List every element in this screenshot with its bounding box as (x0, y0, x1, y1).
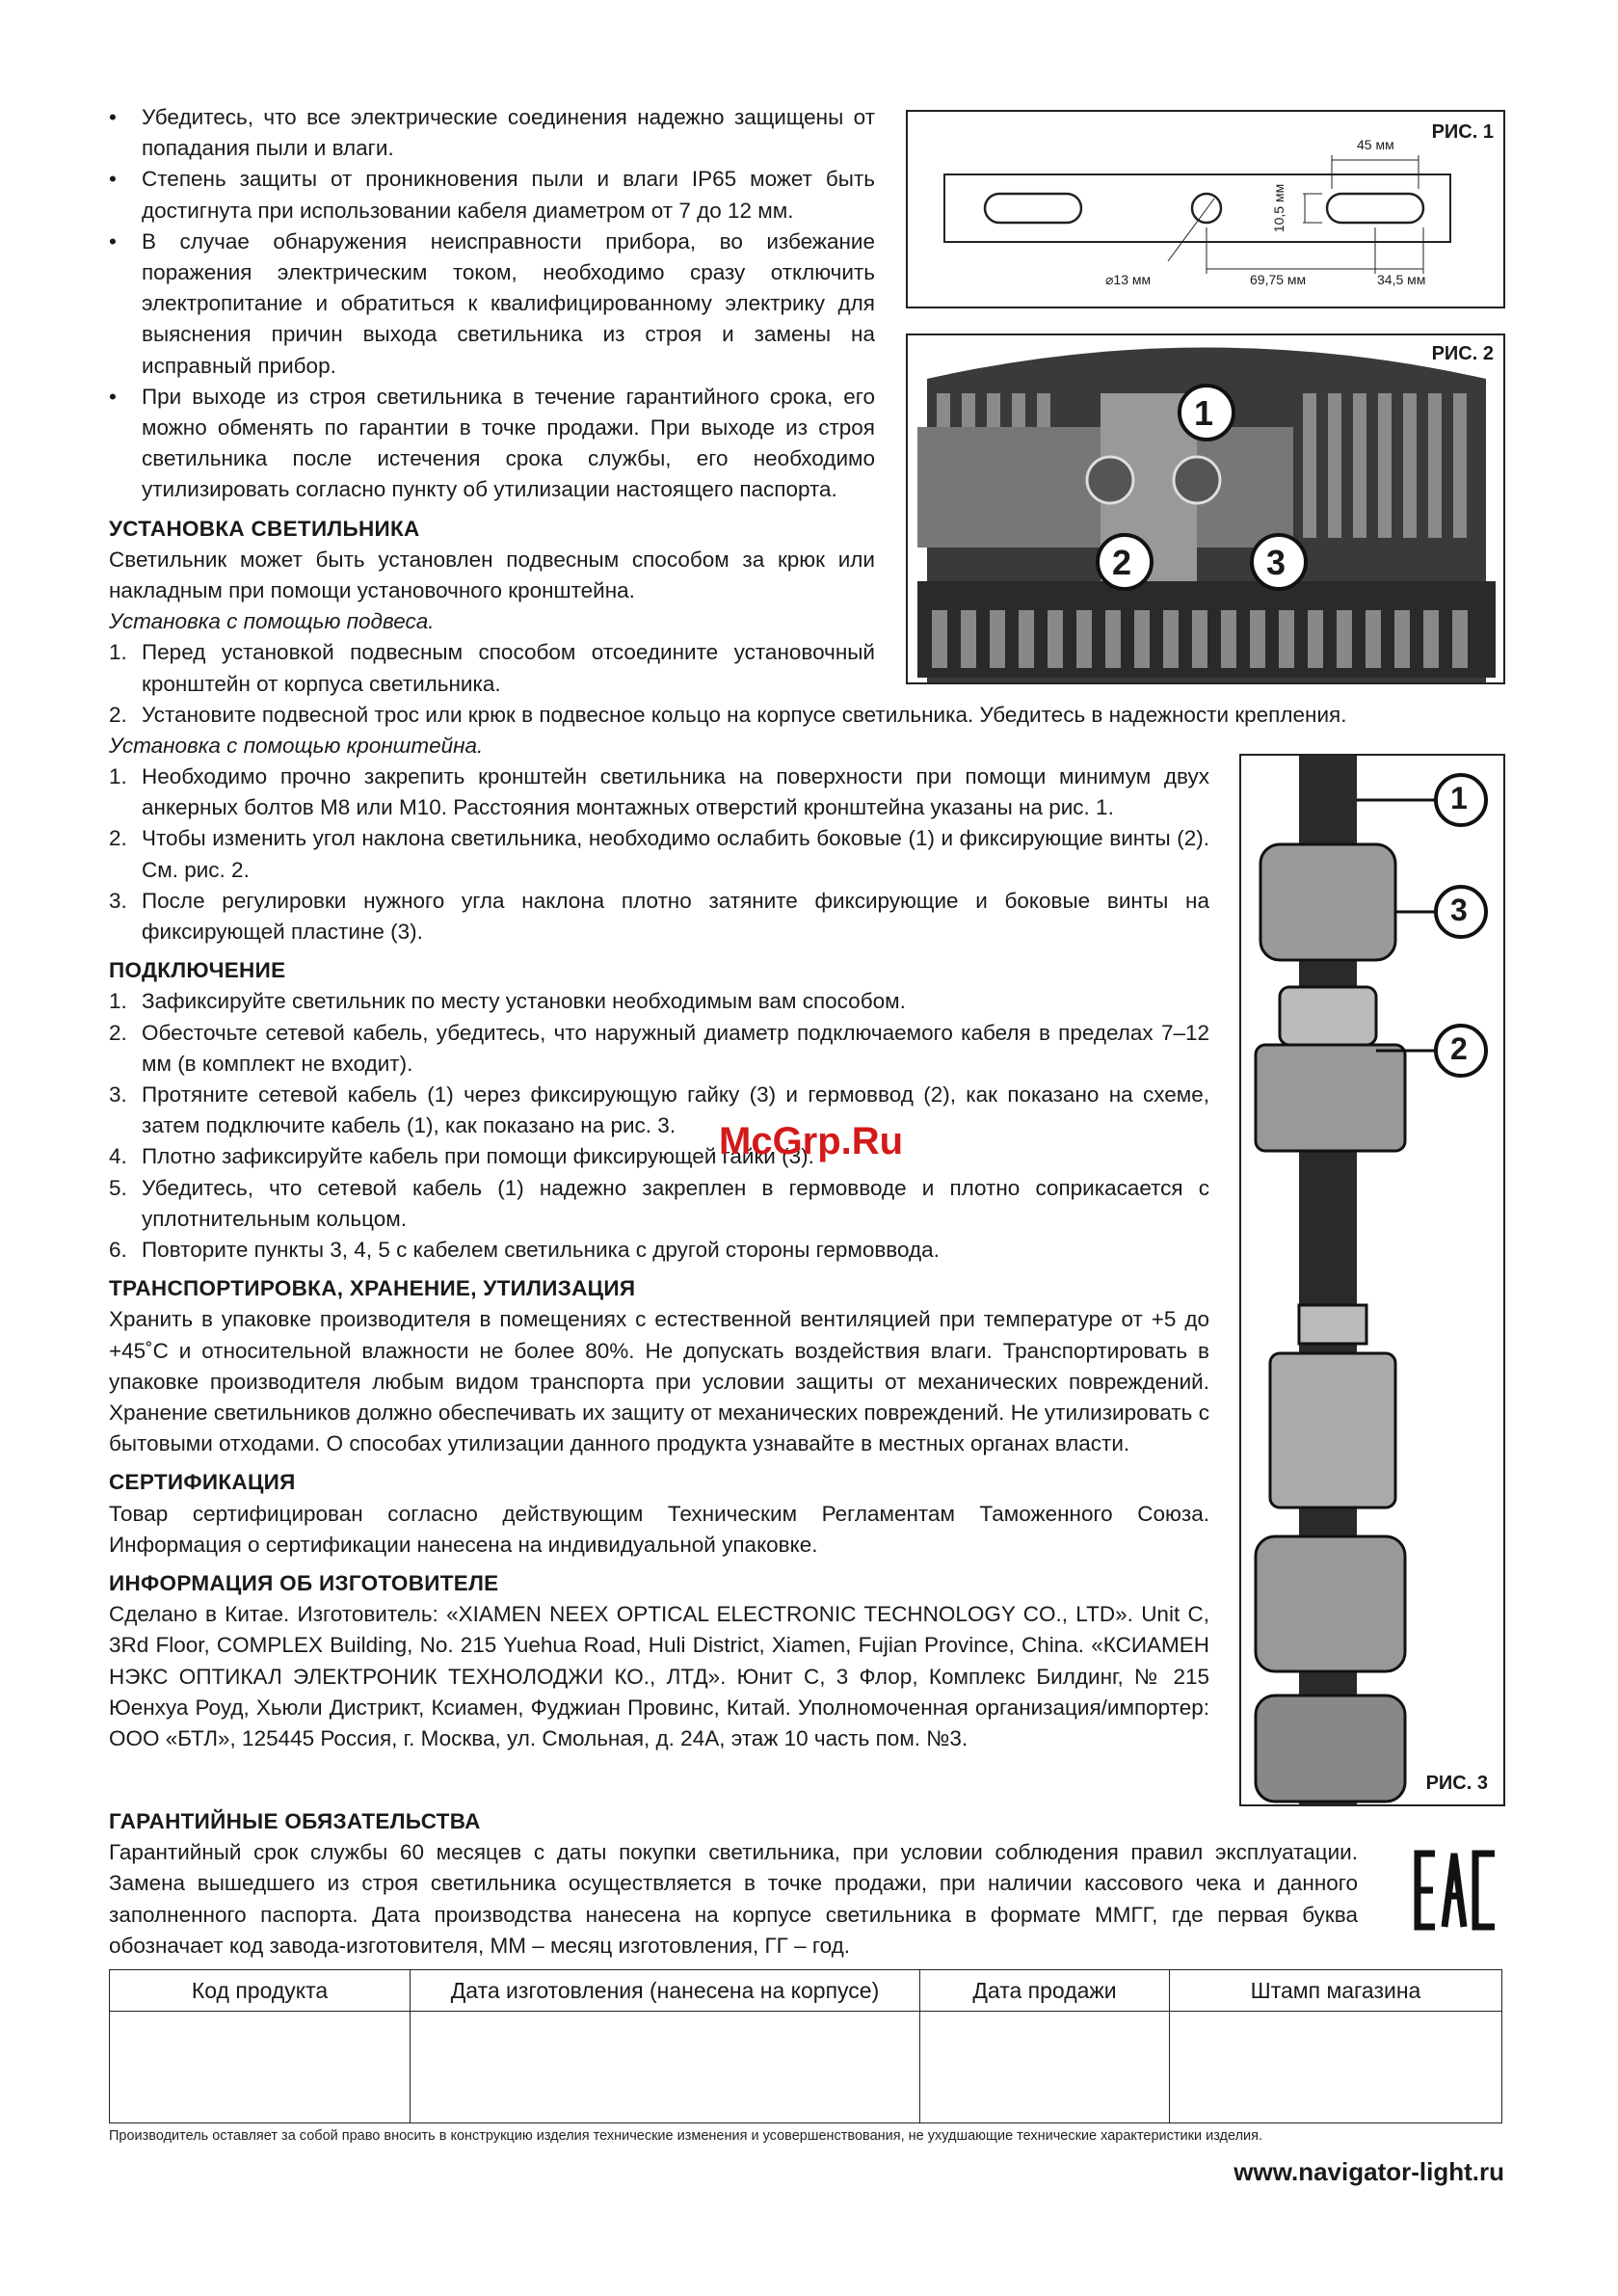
cert-heading: СЕРТИФИКАЦИЯ (109, 1470, 296, 1495)
install-step-wide: 2. Установите подвесной трос или крюк в подвесное кольцо на корпусе светильника. Убедитесь в надежности крепления. Установка с помощью кронштейна. (109, 700, 1535, 761)
figure-3 (1239, 754, 1505, 1806)
bullet-item: • Степень защиты от проникновения пыли и влаги IP65 может быть достигнута при использовании кабеля диаметром от 7 до 12 мм. (109, 167, 875, 223)
middle-text-column (109, 761, 1209, 1754)
cell-product-code[interactable] (110, 2012, 411, 2123)
watermark: McGrp.Ru (719, 1120, 904, 1162)
top-text-column (109, 102, 875, 700)
fig3-marker-2: 2 (1450, 1031, 1468, 1066)
transport-text: Хранить в упаковке производителя в помещениях с естественной вентиляцией при температуре от +5 до +45˚С и относительной влажности не более 80%. Не допускать воздействия влаги. Транспортировать в упаковке производителя любым видом транспорта при условии защиты от механических повреждений. Хранение светильников должно обеспечивать их защиту от механических повреждений. Не утилизировать с бытовыми отходами. О способах утилизации данного продукта узнавайте в местных органах власти. (109, 1307, 1209, 1456)
connect-step: 2. Обесточьте сетевой кабель, убедитесь, что наружный диаметр подключаемого кабеля в пределах 7–12 мм (в комплект не входит). (109, 1020, 1209, 1076)
dim-10-5: 10,5 мм (1271, 183, 1287, 233)
fig3-marker-1: 1 (1450, 781, 1468, 815)
install-intro: Светильник может быть установлен подвесным способом за крюк или накладным при помощи установочного кронштейна. (109, 547, 875, 603)
install-step: 1. Необходимо прочно закрепить кронштейн светильника на поверхности при помощи минимум двух анкерных болтов М8 или М10. Расстояния монтажных отверстий кронштейна указаны на рис. 1. (109, 764, 1209, 820)
figure-1-label: РИС. 1 (1431, 121, 1494, 143)
install-step: 1. Перед установкой подвесным способом отсоедините установочный кронштейн от корпуса светильника. (109, 640, 875, 696)
screw-photo (908, 335, 1503, 682)
install-sub1: Установка с помощью подвеса. (109, 609, 435, 634)
fig3-marker-3: 3 (1450, 893, 1468, 927)
warranty-heading: ГАРАНТИЙНЫЕ ОБЯЗАТЕЛЬСТВА (109, 1809, 481, 1833)
cell-sale-date[interactable] (920, 2012, 1170, 2123)
marker-3: 3 (1266, 543, 1286, 582)
figure-2 (906, 334, 1505, 684)
dim-34-5: 34,5 мм (1377, 272, 1426, 287)
figure-2-label: РИС. 2 (1431, 343, 1494, 364)
dim-45: 45 мм (1357, 137, 1394, 152)
connect-heading: ПОДКЛЮЧЕНИЕ (109, 958, 286, 983)
col-product-code: Код продукта (110, 1970, 411, 2012)
install-heading: УСТАНОВКА СВЕТИЛЬНИКА (109, 516, 420, 541)
cell-shop-stamp[interactable] (1170, 2012, 1502, 2123)
install-step: 3. После регулировки нужного угла наклона плотно затяните фиксирующие и боковые винты на фиксирующей пластине (3). (109, 888, 1209, 945)
figure-3-label: РИС. 3 (1425, 1773, 1488, 1794)
warranty-text: Гарантийный срок службы 60 месяцев с даты покупки светильника, при условии соблюдения правил эксплуатации. Замена вышедшего из строя светильника осуществляется в точке продажи, при наличии кассового чека и данного заполненного паспорта. Дата производства нанесена на корпусе светильника в формате ММГГ, где первая буква обозначает код завода-изготовителя, ММ – месяц изготовления, ГГ – год. (109, 1840, 1358, 1958)
transport-heading: ТРАНСПОРТИРОВКА, ХРАНЕНИЕ, УТИЛИЗАЦИЯ (109, 1276, 636, 1301)
col-sale-date: Дата продажи (920, 1970, 1170, 2012)
bullet-item: • Убедитесь, что все электрические соединения надежно защищены от попадания пыли и влаги. (109, 105, 875, 161)
connect-step: 3. Протяните сетевой кабель (1) через фиксирующую гайку (3) и гермоввод (2), как показано на схеме, затем подключите кабель (1), как показано на рис. 3. (109, 1082, 1209, 1138)
warranty-column (109, 1799, 1358, 1962)
connect-step: 6. Повторите пункты 3, 4, 5 с кабелем светильника с другой стороны гермоввода. (109, 1238, 940, 1263)
connect-step: 4. Плотно зафиксируйте кабель при помощи фиксирующей гайки (3). (109, 1144, 814, 1169)
install-sub2: Установка с помощью кронштейна. (109, 734, 484, 759)
connect-step: 5. Убедитесь, что сетевой кабель (1) надежно закреплен в гермовводе и плотно соприкасается с уплотнительным кольцом. (109, 1175, 1209, 1231)
dim-69-75: 69,75 мм (1250, 272, 1307, 287)
dim-13: ⌀13 мм (1105, 272, 1152, 287)
website-link[interactable]: www.navigator-light.ru (1233, 2157, 1504, 2186)
maker-heading: ИНФОРМАЦИЯ ОБ ИЗГОТОВИТЕЛЕ (109, 1571, 499, 1596)
warranty-table (109, 1969, 1502, 2123)
install-step: 2. Чтобы изменить угол наклона светильника, необходимо ослабить боковые (1) и фиксирующие винты (2). См. рис. 2. (109, 826, 1209, 882)
footer-note: Производитель оставляет за собой право вносить в конструкцию изделия технические изменения и усовершенствования, не ухудшающие технические характеристики изделия. (109, 2128, 1263, 2144)
connect-step: 1. Зафиксируйте светильник по месту установки необходимым вам способом. (109, 989, 906, 1014)
col-manufacture-date: Дата изготовления (нанесена на корпусе) (411, 1970, 920, 2012)
eac-logo (1412, 1846, 1500, 1935)
bullet-item: • При выходе из строя светильника в течение гарантийного срока, его можно обменять по гарантии в точке продажи. При выходе из строя светильника после истечения срока службы, его необходимо утилизировать согласно пункту об утилизации настоящего паспорта. (109, 384, 875, 502)
bullet-item: • В случае обнаружения неисправности прибора, во избежание поражения электрическим током, необходимо сразу отключить электропитание и обратиться к квалифицированному электрику для выяснения причин выхода светильника из строя и замены на исправный прибор. (109, 228, 875, 378)
maker-text: Сделано в Китае. Изготовитель: «XIAMEN NEEX OPTICAL ELECTRONIC TECHNOLOGY CO., LTD». Unit C, 3Rd Floor, COMPLEX Building, No. 215 Yuehua Road, Huli District, Xiamen, Fujian Province, China. «КСИАМЕН НЭКС ОПТИКАЛ ЭЛЕКТРОНИК ТЕХНОЛОДЖИ КО., ЛТД». Юнит С, 3 Флор, Комплекс Билдинг, № 215 Юенхуа Роуд, Хьюли Дистрикт, Ксиамен, Фуджиан Провинс, Китай. Уполномоченная организация/импортер: ООО «БТЛ», 125445 Россия, г. Москва, ул. Смольная, д. 24А, этаж 10 часть пом. №3. (109, 1602, 1209, 1751)
col-shop-stamp: Штамп магазина (1170, 1970, 1502, 2012)
marker-1: 1 (1194, 393, 1214, 433)
cert-text: Товар сертифицирован согласно действующим Техническим Регламентам Таможенного Союза. Информация о сертификации нанесена на индивидуальной упаковке. (109, 1501, 1209, 1557)
cell-manufacture-date[interactable] (411, 2012, 920, 2123)
marker-2: 2 (1112, 543, 1132, 582)
figure-1 (906, 110, 1505, 308)
